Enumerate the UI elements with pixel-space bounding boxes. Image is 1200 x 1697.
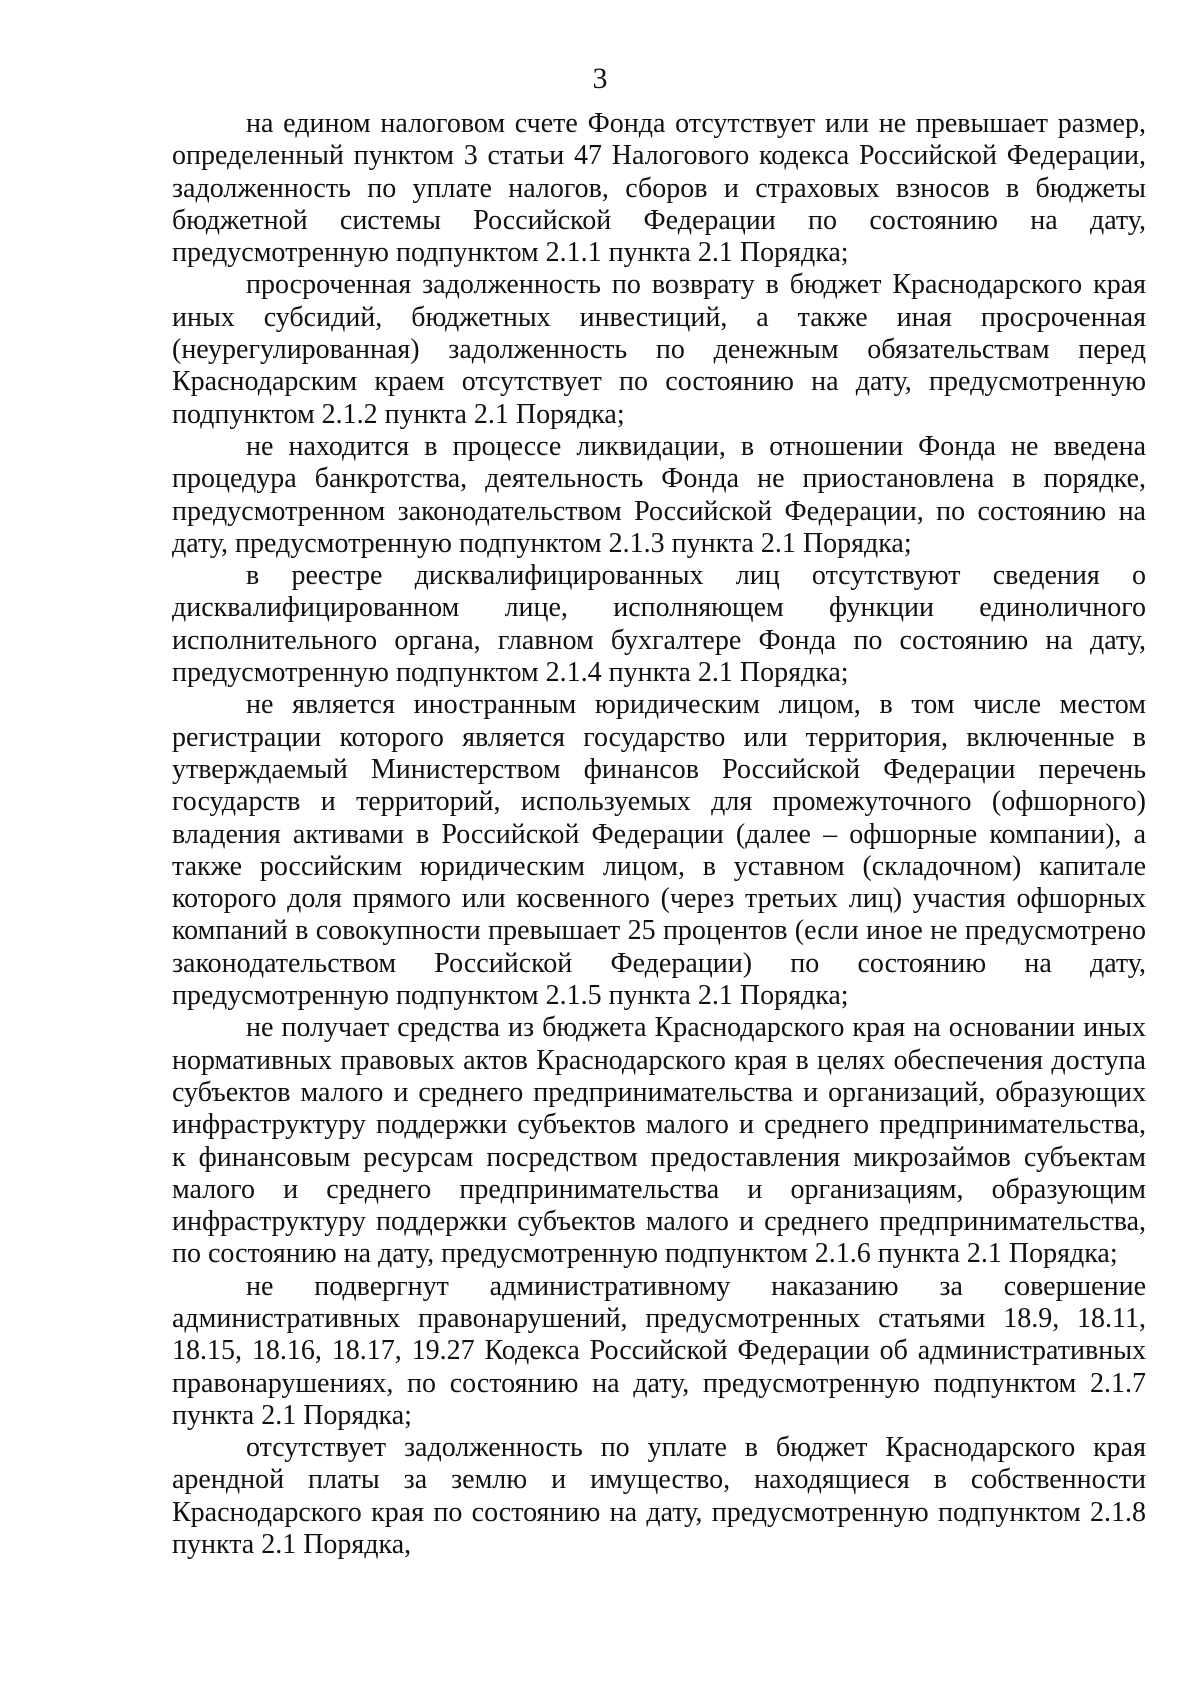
paragraph-administrative-penalty: не подвергнут административному наказанию за совершение административных правонарушений, предусмотренных статьями 18.9, 18.11, 18.15, 18.16, 18.17, 19.27 Кодекса Российской Федерации об административных правонарушениях, по состоянию на дату, предусмотренную подпунктом 2.1.7 пункта 2.1 Порядка; [172, 1270, 1146, 1431]
paragraph-disqualified-persons: в реестре дисквалифицированных лиц отсутствуют сведения о дисквалифицированном лице, исполняющем функции единоличного исполнительного органа, главном бухгалтере Фонда по состоянию на дату, предусмотренную подпунктом 2.1.4 пункта 2.1 Порядка; [172, 560, 1146, 689]
paragraph-rent-debt: отсутствует задолженность по уплате в бюджет Краснодарского края арендной платы за землю и имущество, находящиеся в собственности Краснодарского края по состоянию на дату, предусмотренную подпунктом 2.1.8 пункта 2.1 Порядка, [172, 1432, 1146, 1561]
paragraph-tax-debt: на едином налоговом счете Фонда отсутствует или не превышает размер, определенный пунктом 3 статьи 47 Налогового кодекса Российской Федерации, задолженность по уплате налогов, сборов и страховых взносов в бюджеты бюджетной системы Российской Федерации по состоянию на дату, предусмотренную подпунктом 2.1.1 пункта 2.1 Порядка; [172, 108, 1146, 269]
paragraph-overdue-debt: просроченная задолженность по возврату в бюджет Краснодарского края иных субсидий, бюджетных инвестиций, а также иная просроченная (неурегулированная) задолженность по денежным обязательствам перед Краснодарским краем отсутствует по состоянию на дату, предусмотренную подпунктом 2.1.2 пункта 2.1 Порядка; [172, 269, 1146, 430]
document-body [172, 108, 1146, 1561]
page-number: 3 [592, 62, 608, 95]
paragraph-foreign-entity: не является иностранным юридическим лицом, в том числе местом регистрации которого является государство или территория, включенные в утверждаемый Министерством финансов Российской Федерации перечень государств и территорий, используемых для промежуточного (офшорного) владения активами в Российской Федерации (далее – офшорные компании), а также российским юридическим лицом, в уставном (складочном) капитале которого доля прямого или косвенного (через третьих лиц) участия офшорных компаний в совокупности превышает 25 процентов (если иное не предусмотрено законодательством Российской Федерации) по состоянию на дату, предусмотренную подпунктом 2.1.5 пункта 2.1 Порядка; [172, 689, 1146, 1012]
paragraph-liquidation: не находится в процессе ликвидации, в отношении Фонда не введена процедура банкротства, деятельность Фонда не приостановлена в порядке, предусмотренном законодательством Российской Федерации, по состоянию на дату, предусмотренную подпунктом 2.1.3 пункта 2.1 Порядка; [172, 430, 1146, 559]
paragraph-budget-funds: не получает средства из бюджета Краснодарского края на основании иных нормативных правовых актов Краснодарского края в целях обеспечения доступа субъектов малого и среднего предпринимательства и организаций, образующих инфраструктуру поддержки субъектов малого и среднего предпринимательства, к финансовым ресурсам посредством предоставления микрозаймов субъектам малого и среднего предпринимательства и организациям, образующим инфраструктуру поддержки субъектов малого и среднего предпринимательства, по состоянию на дату, предусмотренную подпунктом 2.1.6 пункта 2.1 Порядка; [172, 1012, 1146, 1270]
